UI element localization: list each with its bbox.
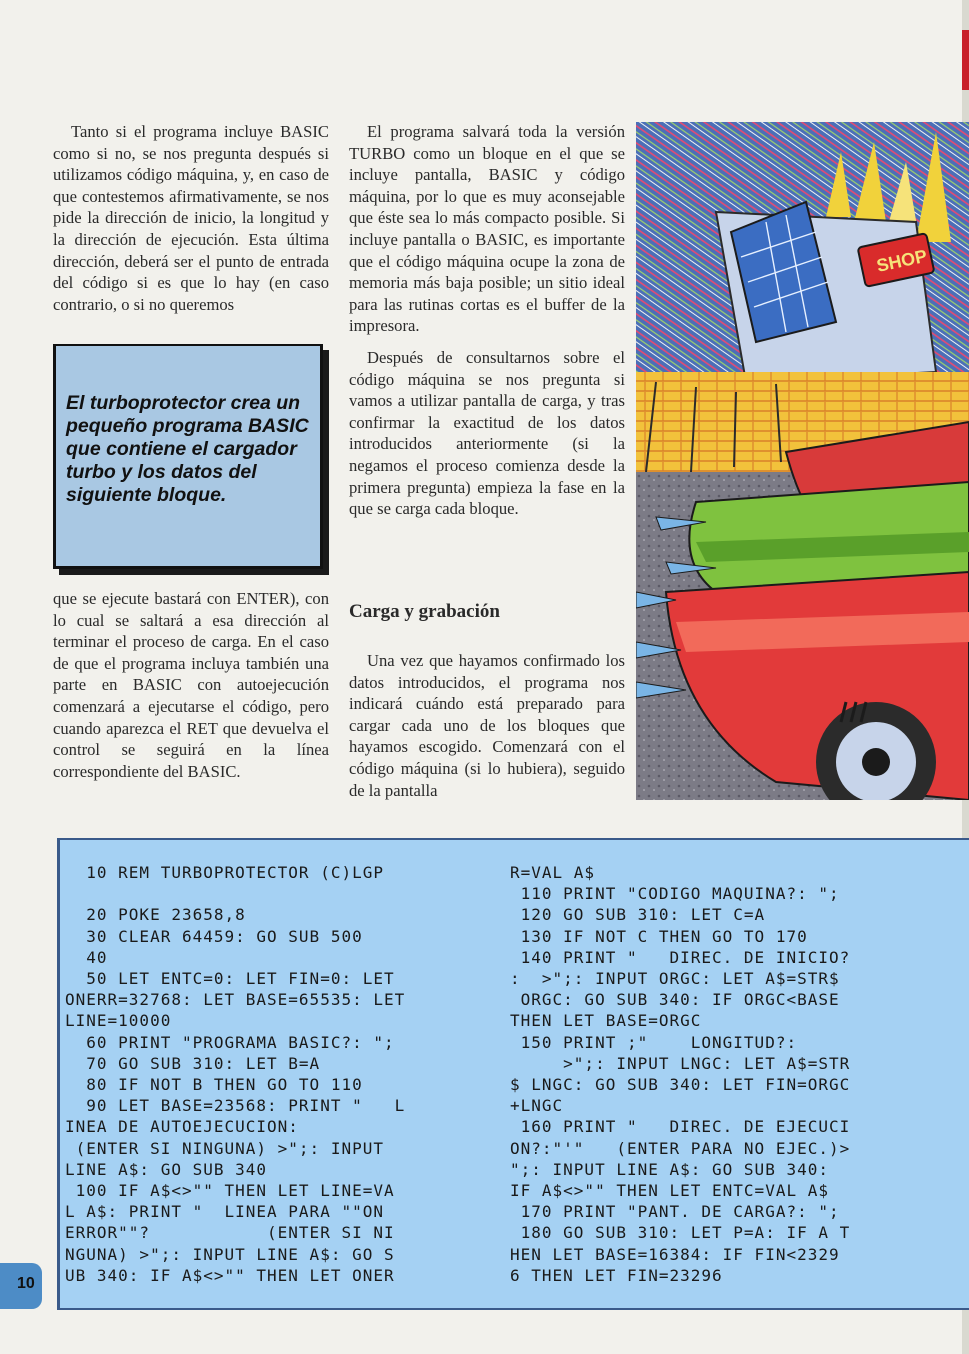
section-heading: Carga y grabación (349, 601, 500, 622)
paragraph: que se ejecute bastará con ENTER), con lo cual se saltará a esa dirección al terminar el proceso de carga. En el caso de que el programa incluya también una parte en BASIC con autoejecución comenzará a ejecutarse el código, pero cuando aparezca el RET que devuelva el control se seguirá en la línea correspondiente del BASIC. (53, 589, 329, 781)
article-column-1-top (53, 121, 329, 315)
shop-sign: SHOP (874, 245, 929, 276)
pull-quote-box (53, 344, 323, 569)
page-number: 10 (17, 1275, 35, 1292)
code-listing (57, 838, 969, 1310)
page-number-tab (0, 1263, 42, 1309)
code-column-right: R=VAL A$ 110 PRINT "CODIGO MAQUINA?: "; 120 GO SUB 310: LET C=A 130 IF NOT C THEN GO TO 170 140 PRINT " DIREC. DE INICIO? : >";: INPUT ORGC: LET A$=STR$ ORGC: GO SUB 340: IF ORGC<BASE THEN LET BASE=ORGC 150 PRINT ;" LONGITUD?: >";: INPUT LNGC: LET A$=STR $ LNGC: GO SUB 340: LET FIN=ORGC +LNGC 160 PRINT " DIREC. DE EJECUCI ON?:"'" (ENTER PARA NO EJEC.)> ";: INPUT LINE A$: GO SUB 340: IF A$<>"" THEN LET ENTC=VAL A$ 170 PRINT "PANT. DE CARGA?: "; 180 GO SUB 310: LET P=A: IF A T HEN LET BASE=16384: IF FIN<2329 6 THEN LET FIN=23296 (510, 863, 851, 1285)
paragraph: El programa salvará toda la versión TURBO como un bloque en el que se incluye pantalla, BASIC y código máquina, por lo que es muy aconsejable que éste sea lo más compacto posible. Si incluye pantalla o BASIC, es importante que el código máquina ocupe la zona de memoria más baja posible; un sitio ideal para las rutinas cortas es el buffer de la impresora. (349, 122, 625, 336)
cars-illustration (636, 122, 969, 800)
article-column-2-top (349, 121, 625, 520)
paragraph: Tanto si el programa incluye BASIC como si no, se nos pregunta después si utilizamos código máquina, y, en caso de que contestemos afirmativamente, se nos pide la dirección de inicio, la longitud y la dirección de ejecución. Esta última dirección, deberá ser el punto de entrada del código si es que lo hay (en caso contrario, o si no queremos (53, 122, 329, 314)
pull-quote-text: El turboprotector crea un pequeño programa BASIC que contiene el cargador turbo y los datos del siguiente bloque. (66, 392, 309, 506)
article-column-2-bottom (349, 650, 625, 801)
page-edge-marker (962, 30, 969, 90)
article-column-1-bottom (53, 588, 329, 782)
paragraph: Después de consultarnos sobre el código máquina se nos pregunta si vamos a utilizar pantalla de carga, y tras confirmar la exactitud de los datos introducidos anteriormente (si la negamos el proceso comienza desde la primera pregunta) empieza la fase en la que se carga cada bloque. (349, 347, 625, 519)
code-column-left: 10 REM TURBOPROTECTOR (C)LGP 20 POKE 23658,8 30 CLEAR 64459: GO SUB 500 40 50 LET ENTC=0: LET FIN=0: LET ONERR=32768: LET BASE=65535: LET LINE=10000 60 PRINT "PROGRAMA BASIC?: "; 70 GO SUB 310: LET B=A 80 IF NOT B THEN GO TO 110 90 LET BASE=23568: PRINT " L INEA DE AUTOEJECUCION: (ENTER SI NINGUNA) >";: INPUT LINE A$: GO SUB 340 100 IF A$<>"" THEN LET LINE=VA L A$: PRINT " LINEA PARA ""ON ERROR""? (ENTER SI NI NGUNA) >";: INPUT LINE A$: GO S UB 340: IF A$<>"" THEN LET ONER (65, 863, 406, 1285)
paragraph: Una vez que hayamos confirmado los datos introducidos, el programa nos indicará cuándo está preparado para cargar cada uno de los bloques que hayamos escogido. Comenzará con el código máquina (si lo hubiera), seguido de la pantalla (349, 651, 625, 800)
